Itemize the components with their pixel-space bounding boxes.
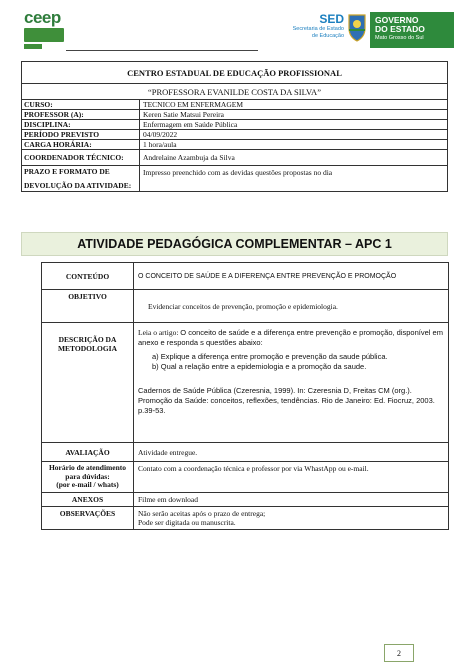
horario-value: Contato com a coordenação técnica e professor por via WhastApp ou e-mail. (134, 462, 449, 493)
question-item: b) Qual a relação entre a epidemiologia e a promoção da saude. (152, 362, 367, 371)
info-row (22, 120, 448, 130)
activity-row-metodologia (42, 323, 449, 443)
metodologia-label-line-1: DESCRIÇÃO DA (58, 335, 117, 344)
metodologia-value (134, 323, 449, 443)
governo-logo (370, 12, 454, 48)
state-coat-of-arms-icon (346, 12, 368, 42)
apc-title-band (21, 232, 448, 256)
school-name: CENTRO ESTADUAL DE EDUCAÇÃO PROFISSIONAL (22, 62, 448, 84)
objetivo-label: OBJETIVO (42, 290, 134, 323)
horario-label (42, 462, 134, 493)
info-value: Enfermagem em Saúde Pública (140, 120, 448, 130)
activity-table (41, 262, 449, 530)
info-row (22, 130, 448, 140)
activity-row-anexos (42, 492, 449, 506)
page-header (0, 0, 474, 60)
anexos-value: Filme em download (134, 492, 449, 506)
info-key: CARGA HORÁRIA: (22, 140, 140, 150)
horario-label-line-1: Horário de atendimento (48, 463, 127, 472)
governo-line-3: Mato Grosso do Sul (375, 35, 424, 41)
activity-row-horario (42, 462, 449, 493)
info-key: COORDENADOR TÉCNICO: (22, 150, 140, 166)
observacoes-line-2: Pode ser digitada ou manuscrita. (138, 517, 236, 527)
header-rule (66, 50, 258, 51)
avaliacao-value: Atividade entregue. (134, 443, 449, 462)
metodologia-text: O conceito de saúde e a diferença entre prevenção e promoção, disponível em anexo e responda s questões abaixo: (138, 328, 443, 347)
conteudo-label: CONTEÚDO (42, 263, 134, 290)
info-value: Keren Satie Matsui Pereira (140, 110, 448, 120)
info-value: TECNICO EM ENFERMAGEM (140, 100, 448, 110)
metodologia-lead: Leia o artigo: (138, 328, 179, 337)
ceep-logo-tag (24, 44, 42, 49)
sed-title: SED (319, 12, 344, 26)
deadline-key (22, 166, 140, 192)
governo-line-1: GOVERNO (375, 15, 419, 25)
activity-row-objetivo (42, 290, 449, 323)
activity-row-avaliacao (42, 443, 449, 462)
sed-logo (276, 12, 344, 48)
horario-label-line-3: (por e-mail / whats) (56, 480, 119, 489)
info-key: DISCIPLINA: (22, 120, 140, 130)
metodologia-label (42, 323, 134, 443)
observacoes-label: OBSERVAÇÕES (42, 506, 134, 529)
activity-row-observacoes (42, 506, 449, 529)
governo-line-2: DO ESTADO (375, 24, 425, 34)
avaliacao-label: AVALIAÇÃO (42, 443, 134, 462)
info-value: 1 hora/aula (140, 140, 448, 150)
course-info-table (21, 61, 448, 192)
question-item: a) Explique a diferença entre promoção e prevenção da saude pública. (152, 352, 388, 361)
deadline-row (22, 166, 448, 192)
info-row (22, 100, 448, 110)
page-number: 2 (384, 644, 414, 662)
info-row (22, 140, 448, 150)
conteudo-value: O CONCEITO DE SAÚDE E A DIFERENÇA ENTRE PREVENÇÃO E PROMOÇÃO (134, 263, 449, 290)
observacoes-line-1: Não serão aceitas após o prazo de entrega; (138, 508, 266, 518)
info-row (22, 150, 448, 166)
article-reference: Cadernos de Saúde Pública (Czeresnia, 1999). In: Czeresnia D, Freitas CM (org.). Promoção da Saúde: conceitos, reflexões, tendências. Rio de Janeiro: Ed. Fiocruz, 2003. p.39-53. (138, 386, 435, 415)
info-value: Andrelaine Azambuja da Silva (140, 150, 448, 166)
observacoes-value (134, 506, 449, 529)
school-honoree: “PROFESSORA EVANILDE COSTA DA SILVA” (22, 84, 448, 100)
horario-label-line-2: para dúvidas: (65, 471, 110, 481)
info-key: CURSO: (22, 100, 140, 110)
ceep-logo: ceep (24, 8, 61, 27)
info-value: 04/09/2022 (140, 130, 448, 140)
anexos-label: ANEXOS (42, 492, 134, 506)
deadline-key-line-2: DEVOLUÇÃO DA ATIVIDADE: (24, 181, 132, 190)
deadline-value: Impresso preenchido com as devidas questões propostas no dia (140, 166, 448, 192)
info-key: PROFESSOR (A): (22, 110, 140, 120)
ceep-logo-banner (24, 28, 64, 42)
sed-subtitle-1: Secretaria de Estado (292, 26, 344, 32)
deadline-key-line-1: PRAZO E FORMATO DE (24, 167, 110, 176)
objetivo-value: Evidenciar conceitos de prevenção, promoção e epidemiologia. (134, 290, 449, 323)
apc-title: ATIVIDADE PEDAGÓGICA COMPLEMENTAR – APC 1 (77, 237, 392, 251)
info-row (22, 110, 448, 120)
metodologia-label-line-2: METODOLOGIA (57, 344, 118, 353)
activity-row-conteudo (42, 263, 449, 290)
info-key: PERÍODO PREVISTO (22, 130, 140, 140)
sed-subtitle-2: de Educação (311, 33, 344, 39)
